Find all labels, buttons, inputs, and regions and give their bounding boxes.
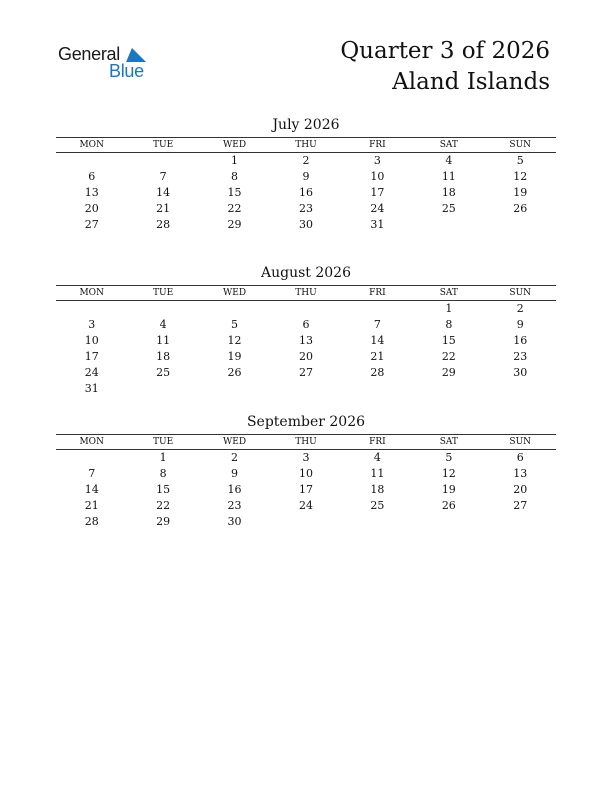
day-cell: 27 (513, 499, 528, 512)
day-cell: 2 (302, 154, 310, 167)
day-cell: 13 (84, 186, 99, 199)
month-title: September 2026 (246, 414, 366, 430)
day-cell (413, 217, 484, 233)
day-cell: 7 (88, 467, 96, 480)
week-row (56, 514, 556, 530)
day-cell: 15 (156, 483, 171, 496)
day-cell (413, 514, 484, 530)
day-cell: 3 (88, 318, 96, 331)
day-cell: 23 (513, 350, 528, 363)
day-cell: 5 (445, 451, 453, 464)
day-cell: 22 (156, 499, 171, 512)
day-cell: 23 (298, 202, 313, 215)
day-cell: 10 (84, 334, 99, 347)
day-cell (270, 514, 341, 530)
day-cell (56, 153, 127, 169)
quarter-title: Quarter 3 of 2026 (340, 38, 550, 64)
day-cell (413, 381, 484, 397)
day-cell: 1 (159, 451, 167, 464)
weekday-label: THU (295, 288, 317, 298)
month-calendar-september (56, 412, 556, 530)
day-cell (485, 217, 556, 233)
day-cell: 23 (227, 499, 242, 512)
day-cell: 14 (84, 483, 99, 496)
day-cell: 19 (513, 186, 528, 199)
day-cell: 4 (159, 318, 167, 331)
day-cell: 18 (441, 186, 456, 199)
week-row (56, 169, 556, 185)
weekday-label: THU (295, 140, 317, 150)
day-cell: 27 (298, 366, 313, 379)
day-cell: 24 (298, 499, 313, 512)
day-cell: 21 (156, 202, 171, 215)
day-cell (342, 301, 413, 317)
weekday-label: SAT (439, 437, 458, 447)
day-cell: 30 (298, 218, 313, 231)
day-cell: 11 (441, 170, 456, 183)
weekday-label: TUE (153, 437, 174, 447)
day-cell: 25 (370, 499, 385, 512)
day-cell: 30 (513, 366, 528, 379)
day-cell: 13 (298, 334, 313, 347)
week-row (56, 381, 556, 397)
day-cell: 16 (298, 186, 313, 199)
week-row (56, 466, 556, 482)
country-title: Aland Islands (392, 69, 550, 95)
day-cell: 26 (227, 366, 242, 379)
day-cell (56, 301, 127, 317)
day-cell: 12 (227, 334, 242, 347)
day-cell: 27 (84, 218, 99, 231)
day-cell (270, 381, 341, 397)
day-cell: 28 (156, 218, 171, 231)
day-cell: 21 (370, 350, 385, 363)
day-cell: 5 (231, 318, 239, 331)
week-row (56, 482, 556, 498)
day-cell: 15 (441, 334, 456, 347)
day-cell: 4 (445, 154, 453, 167)
weekday-header (56, 137, 556, 153)
day-cell: 8 (159, 467, 167, 480)
week-row (56, 333, 556, 349)
week-row (56, 498, 556, 514)
day-cell: 24 (84, 366, 99, 379)
day-cell: 17 (370, 186, 385, 199)
day-cell: 8 (445, 318, 453, 331)
day-cell: 28 (84, 515, 99, 528)
day-cell: 12 (441, 467, 456, 480)
day-cell: 7 (373, 318, 381, 331)
day-cell: 10 (298, 467, 313, 480)
day-cell: 15 (227, 186, 242, 199)
weekday-header (56, 434, 556, 450)
week-row (56, 153, 556, 169)
day-cell: 29 (156, 515, 171, 528)
day-cell: 26 (441, 499, 456, 512)
logo-triangle-icon (126, 48, 146, 62)
weekday-label: SAT (439, 140, 458, 150)
logo-blue-text: Blue (109, 61, 144, 81)
day-cell: 1 (231, 154, 239, 167)
day-cell: 22 (441, 350, 456, 363)
week-row (56, 301, 556, 317)
day-cell: 6 (516, 451, 524, 464)
day-cell: 20 (84, 202, 99, 215)
day-cell: 12 (513, 170, 528, 183)
day-cell (342, 514, 413, 530)
day-cell: 2 (516, 302, 524, 315)
day-cell: 16 (227, 483, 242, 496)
weekday-label: WED (223, 140, 247, 150)
week-row (56, 450, 556, 466)
day-cell: 7 (159, 170, 167, 183)
day-cell: 6 (88, 170, 96, 183)
logo-general-text: General (58, 44, 120, 64)
day-cell (199, 301, 270, 317)
day-cell: 14 (370, 334, 385, 347)
day-cell: 2 (231, 451, 239, 464)
day-cell: 18 (370, 483, 385, 496)
day-cell: 14 (156, 186, 171, 199)
page-title (340, 36, 550, 98)
day-cell (270, 301, 341, 317)
day-cell: 26 (513, 202, 528, 215)
day-cell: 20 (298, 350, 313, 363)
day-cell (199, 381, 270, 397)
day-cell: 25 (441, 202, 456, 215)
day-cell: 11 (156, 334, 171, 347)
day-cell (127, 301, 198, 317)
weekday-label: SUN (509, 288, 532, 298)
day-cell: 31 (370, 218, 385, 231)
day-cell (485, 514, 556, 530)
week-row (56, 201, 556, 217)
day-cell: 20 (513, 483, 528, 496)
day-cell: 21 (84, 499, 99, 512)
day-cell: 18 (156, 350, 171, 363)
week-row (56, 365, 556, 381)
weekday-label: FRI (369, 140, 386, 150)
weekday-header (56, 285, 556, 301)
day-cell: 22 (227, 202, 242, 215)
day-cell (56, 450, 127, 466)
day-cell: 29 (227, 218, 242, 231)
day-cell: 17 (84, 350, 99, 363)
weekday-label: MON (79, 288, 104, 298)
day-cell (485, 381, 556, 397)
day-cell: 9 (516, 318, 524, 331)
day-cell: 29 (441, 366, 456, 379)
month-title: July 2026 (272, 117, 340, 133)
day-cell: 9 (231, 467, 239, 480)
day-cell: 25 (156, 366, 171, 379)
day-cell: 28 (370, 366, 385, 379)
month-calendar-july (56, 115, 556, 233)
day-cell: 1 (445, 302, 453, 315)
day-cell: 9 (302, 170, 310, 183)
day-cell (127, 153, 198, 169)
weekday-label: MON (79, 140, 104, 150)
day-cell: 3 (373, 154, 381, 167)
day-cell: 19 (227, 350, 242, 363)
day-cell: 17 (298, 483, 313, 496)
weekday-label: FRI (369, 437, 386, 447)
day-cell: 16 (513, 334, 528, 347)
day-cell: 19 (441, 483, 456, 496)
day-cell: 6 (302, 318, 310, 331)
week-row (56, 217, 556, 233)
weekday-label: SUN (509, 437, 532, 447)
weekday-label: WED (223, 288, 247, 298)
day-cell: 5 (516, 154, 524, 167)
weekday-label: SUN (509, 140, 532, 150)
day-cell: 30 (227, 515, 242, 528)
day-cell: 11 (370, 467, 385, 480)
day-cell (342, 381, 413, 397)
weekday-label: SAT (439, 288, 458, 298)
weekday-label: WED (223, 437, 247, 447)
weekday-label: TUE (153, 288, 174, 298)
day-cell: 10 (370, 170, 385, 183)
week-row (56, 317, 556, 333)
weekday-label: TUE (153, 140, 174, 150)
weekday-label: MON (79, 437, 104, 447)
weekday-label: FRI (369, 288, 386, 298)
day-cell: 3 (302, 451, 310, 464)
month-title: August 2026 (261, 265, 351, 281)
day-cell: 13 (513, 467, 528, 480)
day-cell: 24 (370, 202, 385, 215)
day-cell: 8 (231, 170, 239, 183)
week-row (56, 185, 556, 201)
weekday-label: THU (295, 437, 317, 447)
day-cell: 31 (84, 382, 99, 395)
day-cell (127, 381, 198, 397)
logo (58, 44, 158, 84)
day-cell: 4 (373, 451, 381, 464)
week-row (56, 349, 556, 365)
month-calendar-august (56, 263, 556, 397)
